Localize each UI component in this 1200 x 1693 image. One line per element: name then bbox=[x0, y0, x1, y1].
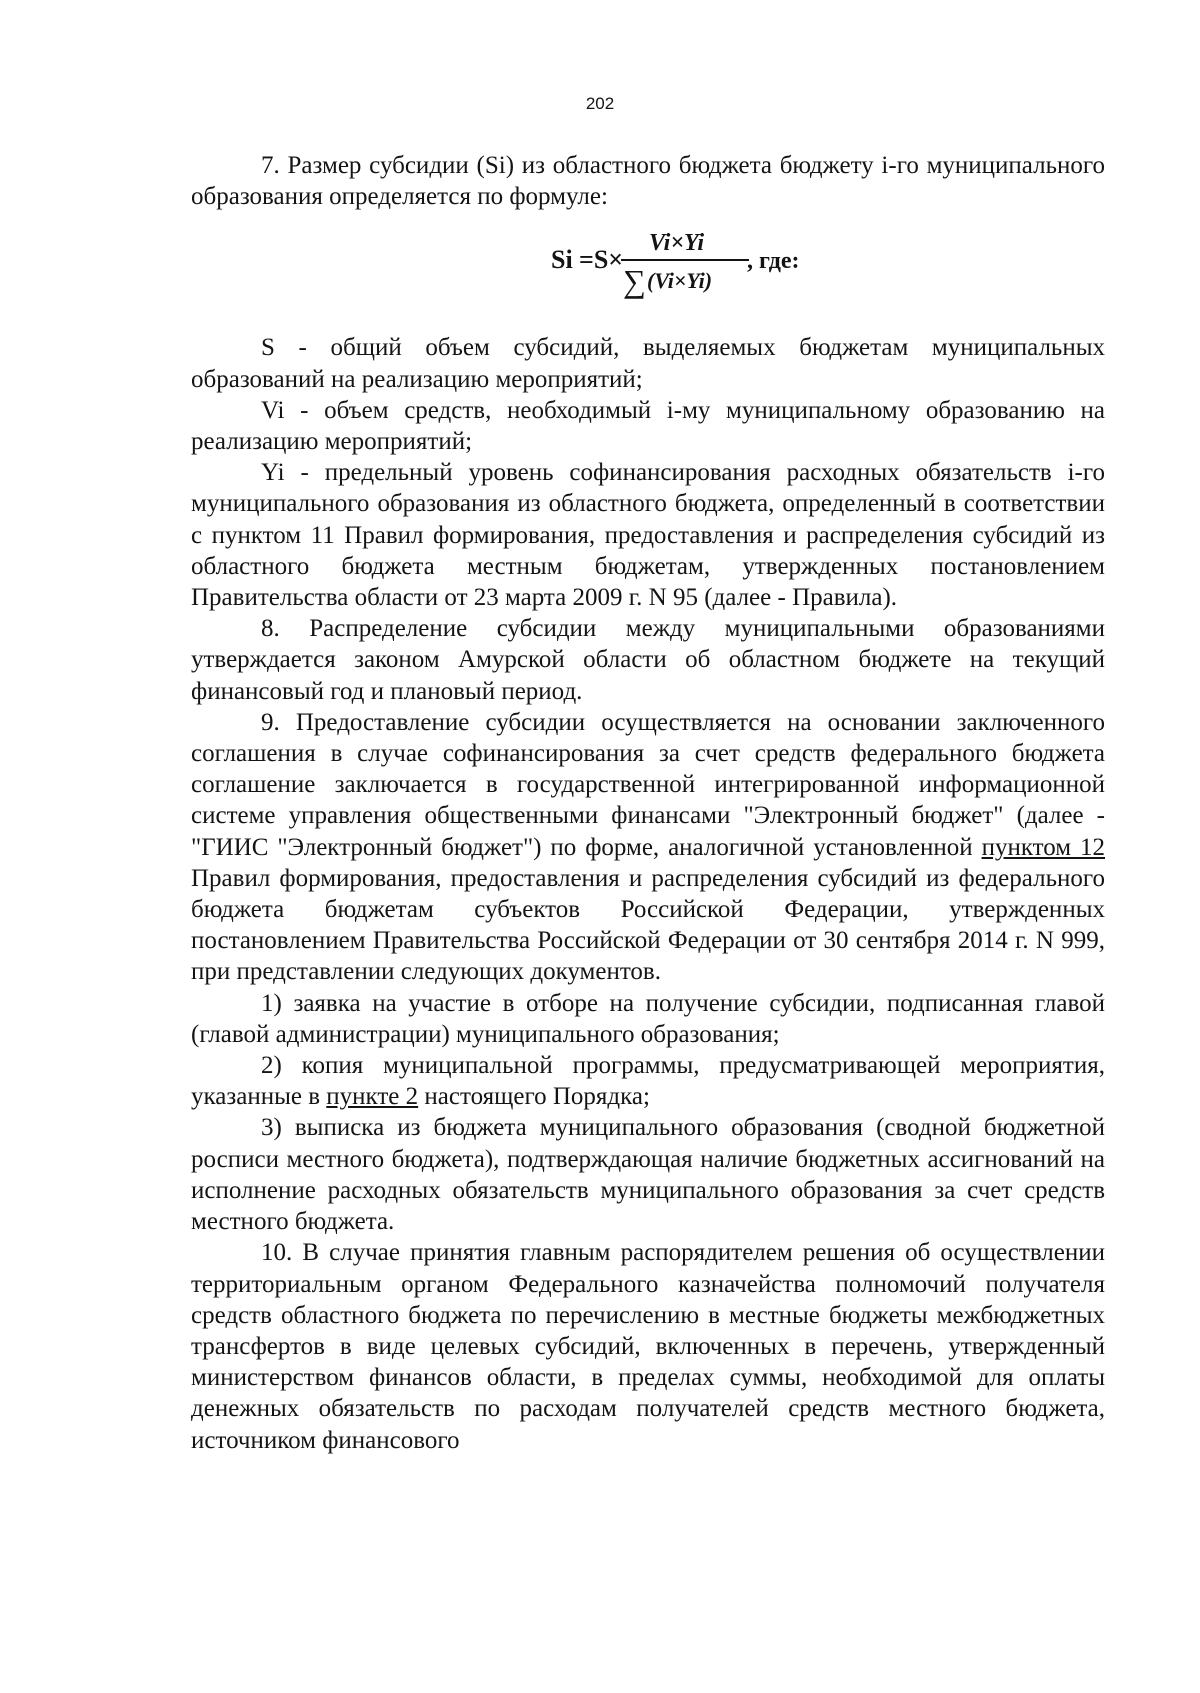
paragraph-10: 10. В случае принятия главным распорядителем решения об осуществлении территориальным органом Федерального казначейства полномочий получателя средств областного бюджета по перечислению в местные бюджеты межбюджетных трансфертов в виде целевых субсидий, включенных в перечень, утвержденный министерством финансов области, в пределах суммы, необходимой для оплаты денежных обязательств по расходам получателей средств местного бюджета, источником финансового bbox=[191, 1239, 1105, 1454]
formula-eq: =S× bbox=[579, 245, 624, 275]
document-body bbox=[191, 150, 1105, 1456]
formula-numerator: Vi×Yi bbox=[649, 230, 705, 257]
page-number: 202 bbox=[585, 94, 615, 113]
list-item-2 bbox=[191, 1050, 1105, 1112]
definition-vi: Vi - объем средств, необходимый i-му муниципальному образованию на реализацию мероприятий; bbox=[191, 396, 1105, 456]
paragraph-9 bbox=[191, 707, 1105, 988]
list-item-3: 3) выписка из бюджета муниципального образования (сводной бюджетной росписи местного бюджета), подтверждающая наличие бюджетных ассигнований на исполнение расходных обязательств муниципального образования за счет средств местного бюджета. bbox=[191, 1114, 1105, 1236]
paragraph-7: 7. Размер субсидии (Si) из областного бюджета бюджету i-го муниципального образования определяется по формуле: bbox=[191, 152, 1105, 211]
definition-yi: Yi - предельный уровень софинансирования расходных обязательств i-го муниципального образования из областного бюджета, определенный в соответствии с пунктом 11 Правил формирования, предоставления и распределения субсидий из областного бюджета местным бюджетам, утвержденных постановлением Правительства области от 23 марта 2009 г. N 95 (далее - Правила). bbox=[191, 459, 1105, 612]
paragraph-8: 8. Распределение субсидии между муниципальными образованиями утверждается законом Амурской области об областном бюджете на текущий финансовый год и плановый период. bbox=[191, 615, 1105, 705]
definition-s: S - общий объем субсидий, выделяемых бюджетам муниципальных образований на реализацию мероприятий; bbox=[191, 334, 1105, 393]
list-item-2-text-after: настоящего Порядка; bbox=[424, 1083, 650, 1111]
paragraph-9-text-after: Правил формирования, предоставления и распределения субсидий из федерального бюджета бюджетам субъектов Российской Федерации, утвержденных постановлением Правительства Российской Федерации от 30 сентября 2014 г. N 999, при представлении следующих документов. bbox=[191, 864, 1105, 986]
formula-denominator: (Vi×Yi) bbox=[647, 268, 713, 294]
link-punkt-2[interactable]: пункте 2 bbox=[326, 1083, 419, 1111]
paragraph-9-text-before: 9. Предоставление субсидии осуществляется на основании заключенного соглашения в случае софинансирования за счет средств федерального бюджета соглашение заключается в государственной интегрированной информационной системе управления общественными финансами "Электронный бюджет" (далее - "ГИИС "Электронный бюджет") по форме, аналогичной установленной bbox=[191, 708, 1105, 861]
subsidy-formula bbox=[191, 212, 1105, 332]
formula-sum: ∑ bbox=[623, 263, 646, 300]
formula-lhs: Si bbox=[551, 245, 573, 275]
list-item-1: 1) заявка на участие в отборе на получение субсидии, подписанная главой (главой администрации) муниципального образования; bbox=[191, 989, 1105, 1048]
list-item-2-text-before: 2) копия муниципальной программы, предусматривающей мероприятия, указанные в bbox=[191, 1052, 1105, 1111]
formula-suffix: , где: bbox=[747, 248, 800, 275]
formula-graphic bbox=[551, 220, 871, 320]
link-punkt-12[interactable]: пунктом 12 bbox=[981, 833, 1106, 861]
